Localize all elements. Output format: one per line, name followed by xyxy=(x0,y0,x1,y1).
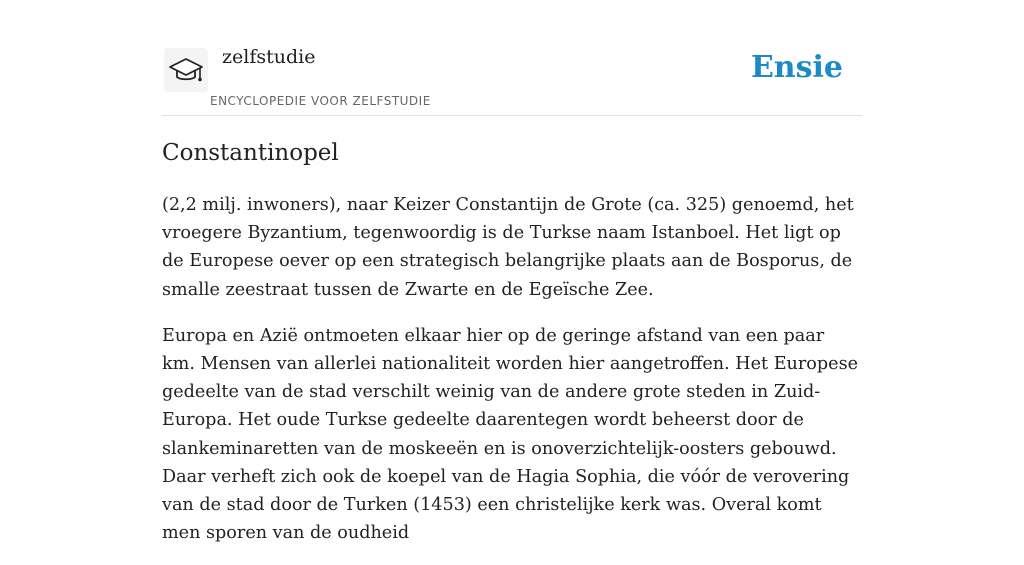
ensie-link[interactable]: Ensie xyxy=(750,50,843,85)
article-paragraph: Europa en Azië ontmoeten elkaar hier op de geringe afstand van een paar km. Mensen van allerlei nationaliteit worden hier aangetroffen. Het Europese gedeelte van de stad verschilt weinig van de andere grote steden in Zuid-Europa. Het oude Turkse gedeelte daarentegen wordt beheerst door de slankeminaretten van de moskeeën en is onoverzichtelijk-oosters gebouwd. Daar verheft zich ook de koepel van de Hagia Sophia, die vóór de verovering van de stad door de Turken (1453) een christelijke kerk was. Overal komt men sporen van de oudheid xyxy=(162,325,859,544)
site-logo[interactable] xyxy=(164,48,208,92)
brand-name[interactable]: zelfstudie xyxy=(222,46,316,68)
article-body xyxy=(162,191,862,565)
article-title: Constantinopel xyxy=(162,140,339,166)
site-header xyxy=(162,0,862,116)
article-paragraph: (2,2 milj. inwoners), naar Keizer Constantijn de Grote (ca. 325) genoemd, het vroegere Byzantium, tegenwoordig is de Turkse naam Istanboel. Het ligt op de Europese oever op een strategisch belangrijke plaats aan de Bosporus, de smalle zeestraat tussen de Zwarte en de Egeïsche Zee. xyxy=(162,195,854,300)
page xyxy=(162,0,862,544)
brand-subtitle: ENCYCLOPEDIE VOOR ZELFSTUDIE xyxy=(210,94,431,108)
